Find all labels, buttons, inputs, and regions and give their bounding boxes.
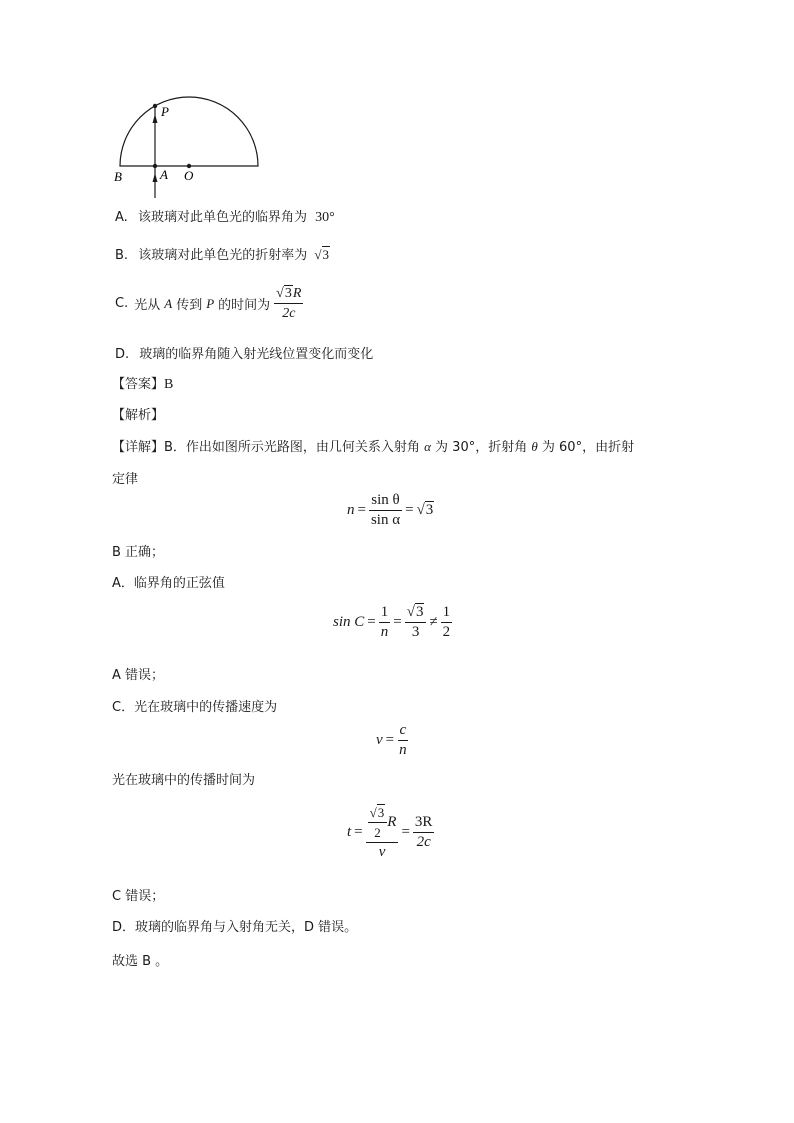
option-a-prefix: A. [115, 210, 128, 225]
eq2-f2: $\frac{√3}{3}$ [405, 604, 427, 641]
eq1-num: sin θ [369, 492, 401, 511]
eq2-f1-num: 1 [379, 604, 391, 623]
eq4-inner-den: 2 [374, 825, 381, 840]
detail-line1-a: B．作出如图所示光路图，由几何关系入射角 [164, 440, 420, 455]
analysis-label: 【解析】 [112, 408, 165, 423]
option-c-num-rad: 3 [284, 286, 292, 301]
option-c-v1: A [164, 295, 173, 311]
label-p: P [161, 104, 169, 119]
option-d [115, 343, 373, 362]
option-d-prefix: D. [115, 347, 130, 362]
eq4-rhs [413, 814, 435, 851]
c-wrong: C 错误； [112, 889, 165, 904]
option-b-text: 该玻璃对此单色光的折射率为 [138, 248, 308, 263]
eq1-fraction [369, 492, 402, 529]
label-b: B [114, 169, 122, 184]
point-p [153, 104, 157, 108]
eq3-den: n [399, 742, 407, 758]
eq2-f2-rad: 3 [415, 604, 424, 620]
symbol-theta: θ [531, 439, 538, 454]
detail-line1-c: 为 60°，由折射 [541, 440, 635, 455]
equation-speed: v = $\frac{c}{n}$ [376, 722, 407, 758]
eq2-f3-num: 1 [441, 604, 453, 623]
eq4-inner-fraction: $\frac{√3}{2}$ [368, 804, 388, 841]
answer-line [112, 373, 173, 393]
eq4-den: v [378, 844, 386, 860]
c-text-2: 光在玻璃中的传播时间为 [112, 773, 256, 788]
eq2-f1 [379, 604, 391, 641]
option-c-t2: 传到 [176, 298, 203, 313]
a-wrong: A 错误； [112, 668, 165, 683]
eq4-inner-var: R [387, 814, 397, 830]
b-correct: B 正确； [112, 545, 165, 560]
eq3-lhs: v [376, 732, 383, 748]
detail-line-1 [112, 436, 634, 455]
option-c [115, 285, 303, 322]
option-b [115, 244, 330, 263]
option-b-prefix: B. [115, 248, 129, 263]
eq1-sqrt: √3 [416, 502, 434, 518]
eq1-lhs: n [347, 502, 355, 518]
eq1-den: sin α [370, 512, 401, 528]
eq4-rhs-num: 3R [413, 814, 435, 833]
conclusion: 故选 B 。 [112, 954, 169, 969]
option-c-t1: 光从 [134, 298, 161, 313]
semicircle-outline [120, 97, 258, 166]
option-c-den: 2c [282, 306, 296, 321]
eq3-num: c [398, 722, 409, 741]
equation-refraction-index: n = $\frac{\text{sin θ}}{\text{sin α}}$ = √3 [347, 492, 434, 528]
eq4-inner-rad: 3 [377, 805, 385, 820]
option-a-text: 该玻璃对此单色光的临界角为 [137, 210, 307, 225]
point-a [153, 164, 157, 168]
equation-time: t = $\frac{√3}{2}$ R v = $\frac{3R}{2c}$ [347, 805, 433, 860]
label-o: O [184, 168, 194, 183]
eq4-fraction [366, 804, 399, 861]
symbol-alpha: α [424, 439, 431, 454]
eq2-neq: ≠ [429, 614, 438, 630]
eq2-f1-den: n [380, 624, 389, 640]
eq3-fraction [397, 722, 409, 759]
answer-label: 【答案】 [112, 377, 165, 392]
option-c-v2: P [206, 295, 215, 311]
c-text: C．光在玻璃中的传播速度为 [112, 700, 278, 715]
option-c-num-var: R [292, 286, 302, 301]
option-a-value: 30° [315, 210, 335, 225]
answer-value: B [164, 377, 174, 392]
equation-critical-angle: sin C = $\frac{1}{n}$ = $\frac{√3}{3}$ ≠ $\frac{1}{2}$ [333, 604, 451, 640]
label-a: A [160, 167, 168, 182]
option-c-t3: 的时间为 [218, 298, 271, 313]
a-text: A．临界角的正弦值 [112, 576, 225, 591]
eq1-rad: 3 [425, 502, 434, 518]
arrow-up-icon [153, 173, 158, 182]
detail-label: 【详解】 [112, 440, 165, 455]
option-b-radicand: 3 [322, 247, 329, 262]
eq2-f2-den: 3 [411, 624, 420, 640]
option-b-sqrt: √3 [314, 247, 329, 262]
detail-line1-b: 为 30°，折射角 [435, 440, 528, 455]
eq4-lhs: t [347, 824, 352, 840]
option-c-prefix: C. [115, 296, 129, 311]
semicircle-diagram [108, 95, 273, 205]
arrow-up-icon [153, 114, 158, 123]
eq2-f3 [441, 604, 453, 641]
option-d-text: 玻璃的临界角随入射光线位置变化而变化 [139, 347, 374, 362]
d-text: D．玻璃的临界角与入射角无关，D 错误。 [112, 920, 358, 935]
eq4-rhs-den: 2c [416, 834, 431, 850]
eq2-f3-den: 2 [442, 624, 451, 640]
eq2-lhs: sin C [333, 614, 365, 630]
option-a [115, 206, 335, 226]
detail-line-2: 定律 [112, 472, 139, 487]
option-c-fraction: $\frac{√3R}{2c}$ [276, 286, 302, 321]
